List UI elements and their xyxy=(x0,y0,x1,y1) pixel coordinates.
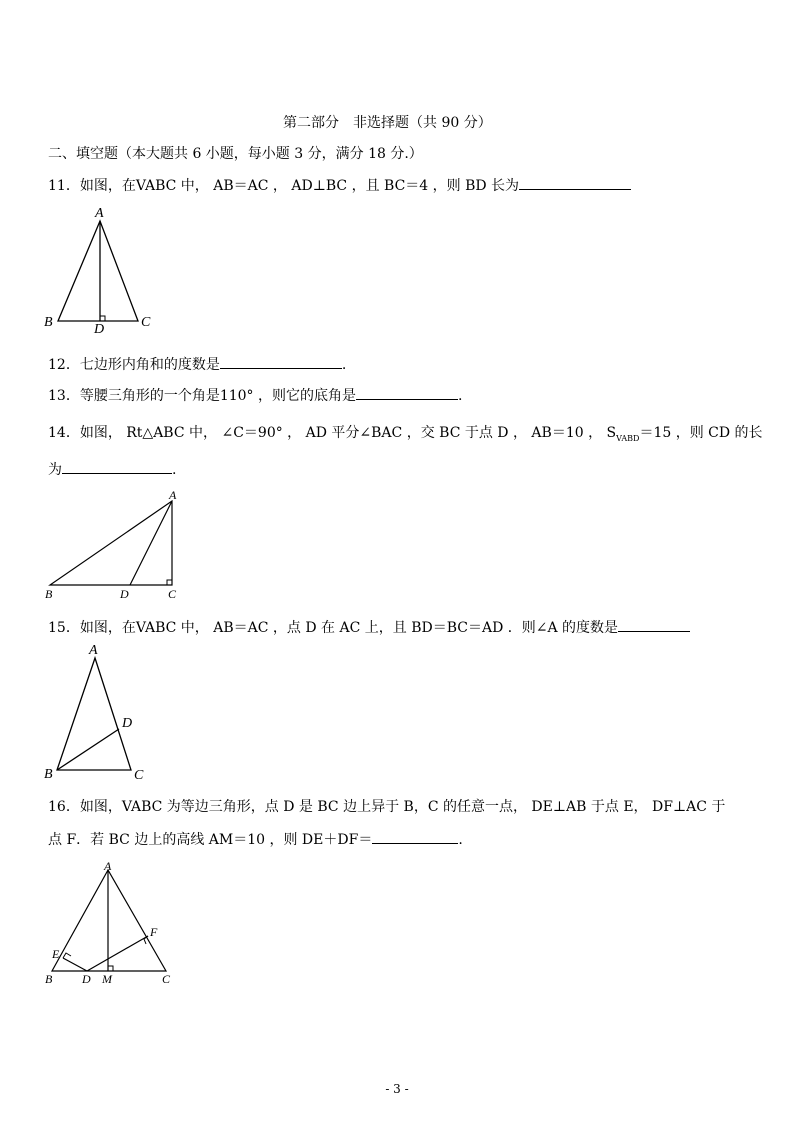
question-16-text-2: 点 F．若 BC 边上的高线 AM＝10 ，则 DE＋DF＝ xyxy=(48,832,373,848)
label-C: C xyxy=(141,315,151,330)
answer-blank-16[interactable] xyxy=(372,829,458,844)
question-12-text: 12．七边形内角和的度数是 xyxy=(48,357,220,373)
question-12 xyxy=(48,354,346,374)
answer-blank-15[interactable] xyxy=(618,617,690,632)
label-D: D xyxy=(94,322,105,337)
label-C: C xyxy=(134,768,144,783)
label-E: E xyxy=(52,947,60,961)
question-12-end: . xyxy=(341,357,347,373)
label-B: B xyxy=(45,587,53,601)
question-14 xyxy=(48,422,763,443)
label-A: A xyxy=(95,206,104,221)
section-title: 第二部分 非选择题（共 90 分） xyxy=(283,115,492,131)
question-16-text: 16．如图，VABC 为等边三角形，点 D 是 BC 边上异于 B，C 的任意一点， DE⊥AB 于点 E， DF⊥AC 于 xyxy=(48,799,726,815)
instructions: 二、填空题（本大题共 6 小题，每小题 3 分，满分 18 分.） xyxy=(48,146,423,162)
label-A: A xyxy=(104,859,112,873)
answer-blank-14[interactable] xyxy=(62,459,172,474)
label-B: B xyxy=(45,972,53,986)
answer-blank-11[interactable] xyxy=(519,175,631,190)
label-C: C xyxy=(168,587,177,601)
label-B: B xyxy=(44,315,53,330)
question-14-end: . xyxy=(172,462,177,478)
question-14-line2 xyxy=(48,459,176,479)
question-15-text: 15．如图，在VABC 中， AB＝AC ，点 D 在 AC 上，且 BD＝BC＝AD ．则∠A 的度数是 xyxy=(48,620,619,636)
figure-16-triangle xyxy=(40,858,190,988)
label-A: A xyxy=(89,643,98,658)
question-14-text-after: ＝15 ，则 CD 的长 xyxy=(639,425,763,441)
figure-15-triangle xyxy=(40,640,160,783)
question-13 xyxy=(48,385,462,405)
question-13-text: 13．等腰三角形的一个角是110° ，则它的底角是 xyxy=(48,388,356,404)
question-14-line2-text: 为 xyxy=(48,462,62,478)
question-16-line1 xyxy=(48,796,725,816)
figure-14-triangle xyxy=(40,487,190,602)
label-D: D xyxy=(82,972,91,986)
label-D: D xyxy=(120,587,129,601)
label-B: B xyxy=(44,767,53,782)
label-A: A xyxy=(169,488,177,502)
question-13-end: . xyxy=(458,388,463,404)
answer-blank-13[interactable] xyxy=(356,385,458,400)
label-M: M xyxy=(102,972,112,986)
page-number: - 3 - xyxy=(385,1082,409,1096)
question-11-text: 11．如图，在VABC 中， AB＝AC ， AD⊥BC ，且 BC＝4 ，则 BD 长为 xyxy=(48,178,520,194)
question-16-end: . xyxy=(458,832,463,848)
question-11 xyxy=(48,175,631,195)
label-F: F xyxy=(150,925,158,939)
label-C: C xyxy=(162,972,171,986)
question-14-text: 14．如图， Rt△ABC 中， ∠C＝90° ， AD 平分∠BAC ，交 BC 于点 D ， AB＝10 ， S xyxy=(48,425,617,441)
figure-11-triangle xyxy=(40,205,160,335)
question-15 xyxy=(48,617,690,637)
question-16-line2 xyxy=(48,829,463,849)
answer-blank-12[interactable] xyxy=(220,354,342,369)
question-14-subscript: VABD xyxy=(616,433,640,443)
label-D: D xyxy=(122,716,133,731)
